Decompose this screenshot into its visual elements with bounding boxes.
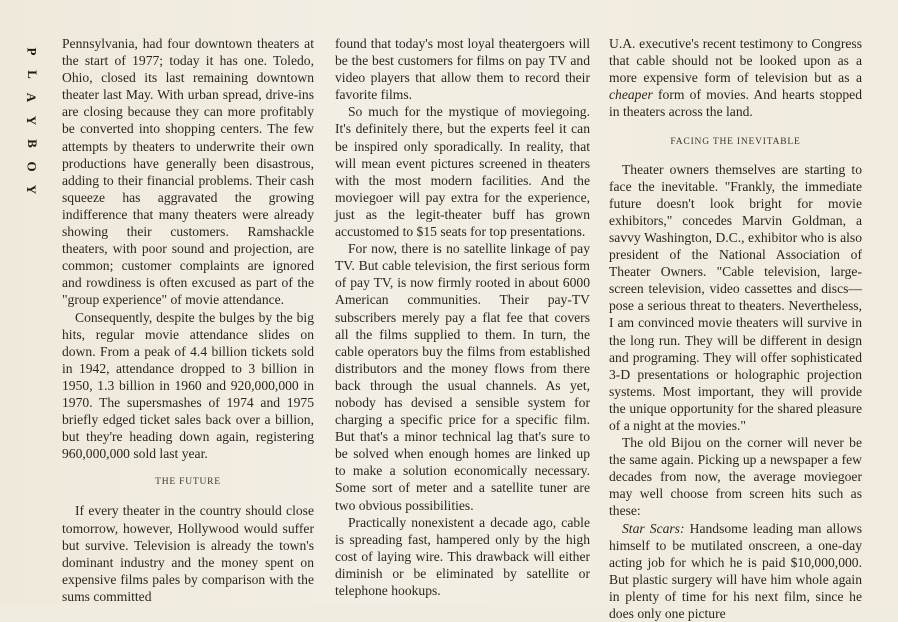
paragraph: Consequently, despite the bulges by the big hits, regular movie attendance slides on down. From a peak of 4.4 billion tickets sold in 1942, attendance dropped to 3 billion in 1950, 1.3 billion in 1960 and 920,000,000 in 1970. The supersmashes of 1974 and 1975 briefly edged ticket sales back over a billion, but they're heading down again, registering 960,000,000 sold last year.: [62, 309, 314, 462]
section-subhead: FACING THE INEVITABLE: [670, 137, 801, 148]
running-head-letter: B: [24, 139, 40, 148]
running-head-letter: P: [24, 47, 40, 56]
text-column-3: [609, 35, 862, 622]
paragraph: If every theater in the country should close tomorrow, however, Hollywood would suffer but survive. Television is already the town's dominant industry and the money spent on expensive films pales by comparison with the sums committed: [62, 503, 314, 604]
running-head-letter: O: [24, 161, 40, 172]
text-run: U.A. executive's recent testimony to Congress that cable should not be looked upon as a more expensive form of television but as a: [609, 36, 862, 86]
paragraph: [609, 35, 862, 120]
paragraph: So much for the mystique of moviegoing. It's definitely there, but the experts feel it can be inspired only sporadically. In reality, that will mean event pictures screened in theaters with the most modern facilities. And the moviegoer will pay extra for the experience, just as the legit-theater buff has grown accustomed to $15 seats for top presentations.: [335, 104, 590, 240]
text-run: Handsome leading man allows himself to be mutilated onscreen, a one-day acting job for which he is paid $10,000,000. But plastic surgery will have him whole again in plenty of time for his next film, since he does only one picture: [609, 520, 862, 621]
running-head-letter: A: [24, 92, 40, 103]
text-column-1: [62, 35, 314, 605]
film-title-leadin: Star Scars:: [622, 520, 685, 536]
running-head-letter: Y: [24, 184, 40, 195]
paragraph: The old Bijou on the corner will never be the same again. Picking up a newspaper a few decades from now, the average moviegoer may well choose from screen hits such as these:: [609, 435, 862, 519]
paragraph: found that today's most loyal theatergoers will be the best customers for films on pay TV and video players that allow them to record their favorite films.: [335, 36, 590, 103]
running-head-letter: L: [24, 70, 40, 79]
paragraph: [609, 520, 862, 622]
emphasis: cheaper: [609, 87, 653, 103]
running-head-letter: Y: [24, 115, 40, 126]
paragraph: Practically nonexistent a decade ago, cable is spreading fast, hampered only by the high cost of laying wire. This drawback will either diminish or be eliminated by satellite or telephone hookups.: [335, 514, 590, 598]
text-column-2: [335, 35, 590, 599]
section-subhead: THE FUTURE: [155, 477, 221, 488]
text-run: form of movies. And hearts stopped in theaters across the land.: [609, 87, 862, 120]
paragraph: Pennsylvania, had four downtown theaters at the start of 1977; today it has one. Toledo, Ohio, closed its last remaining downtown theater last May. With urban spread, drive-ins are closing because they can more profitably be converted into shopping centers. The few attempts by theaters to underwrite their own productions have generally been disastrous, adding to their financial problems. Their cash squeeze has aggravated the growing indifference that many theaters were already showing their customers. Ramshackle theaters, with poor sound and projection, are common; customer complaints are ignored and rowdiness is often excused as part of the "group experience" of movie attendance.: [62, 36, 314, 308]
paragraph: Theater owners themselves are starting to face the inevitable. "Frankly, the immediate future doesn't look bright for movie exhibitors," concedes Marvin Goldman, a savvy Washington, D.C., exhibitor who is also president of the National Association of Theater Owners. "Cable television, large-screen television, video cassettes and discs—pose a serious threat to theaters. Nevertheless, I am convinced movie theaters will survive in the long run. They will be different in design and programing. They will offer sophisticated 3-D presentations or holographic projection systems. Most important, they will provide the unique opportunity for the shared pleasure of a night at the movies.": [609, 161, 862, 433]
paragraph: For now, there is no satellite linkage of pay TV. But cable television, the first serious form of pay TV, is now firmly rooted in about 6000 American communities. Their pay-TV subscribers merely pay a flat fee that covers all the films supplied to them. In turn, the cable operators buy the films from established distributors and the money flows from there back through the usual channels. As yet, nobody has devised a sensible system for charging a specific price for a specific film. But that's a minor technical lag that's sure to be solved when enough homes are linked up to make a solution economically necessary. Some sort of meter and a satellite tuner are two obvious possibilities.: [335, 241, 590, 513]
running-head: [22, 40, 42, 201]
